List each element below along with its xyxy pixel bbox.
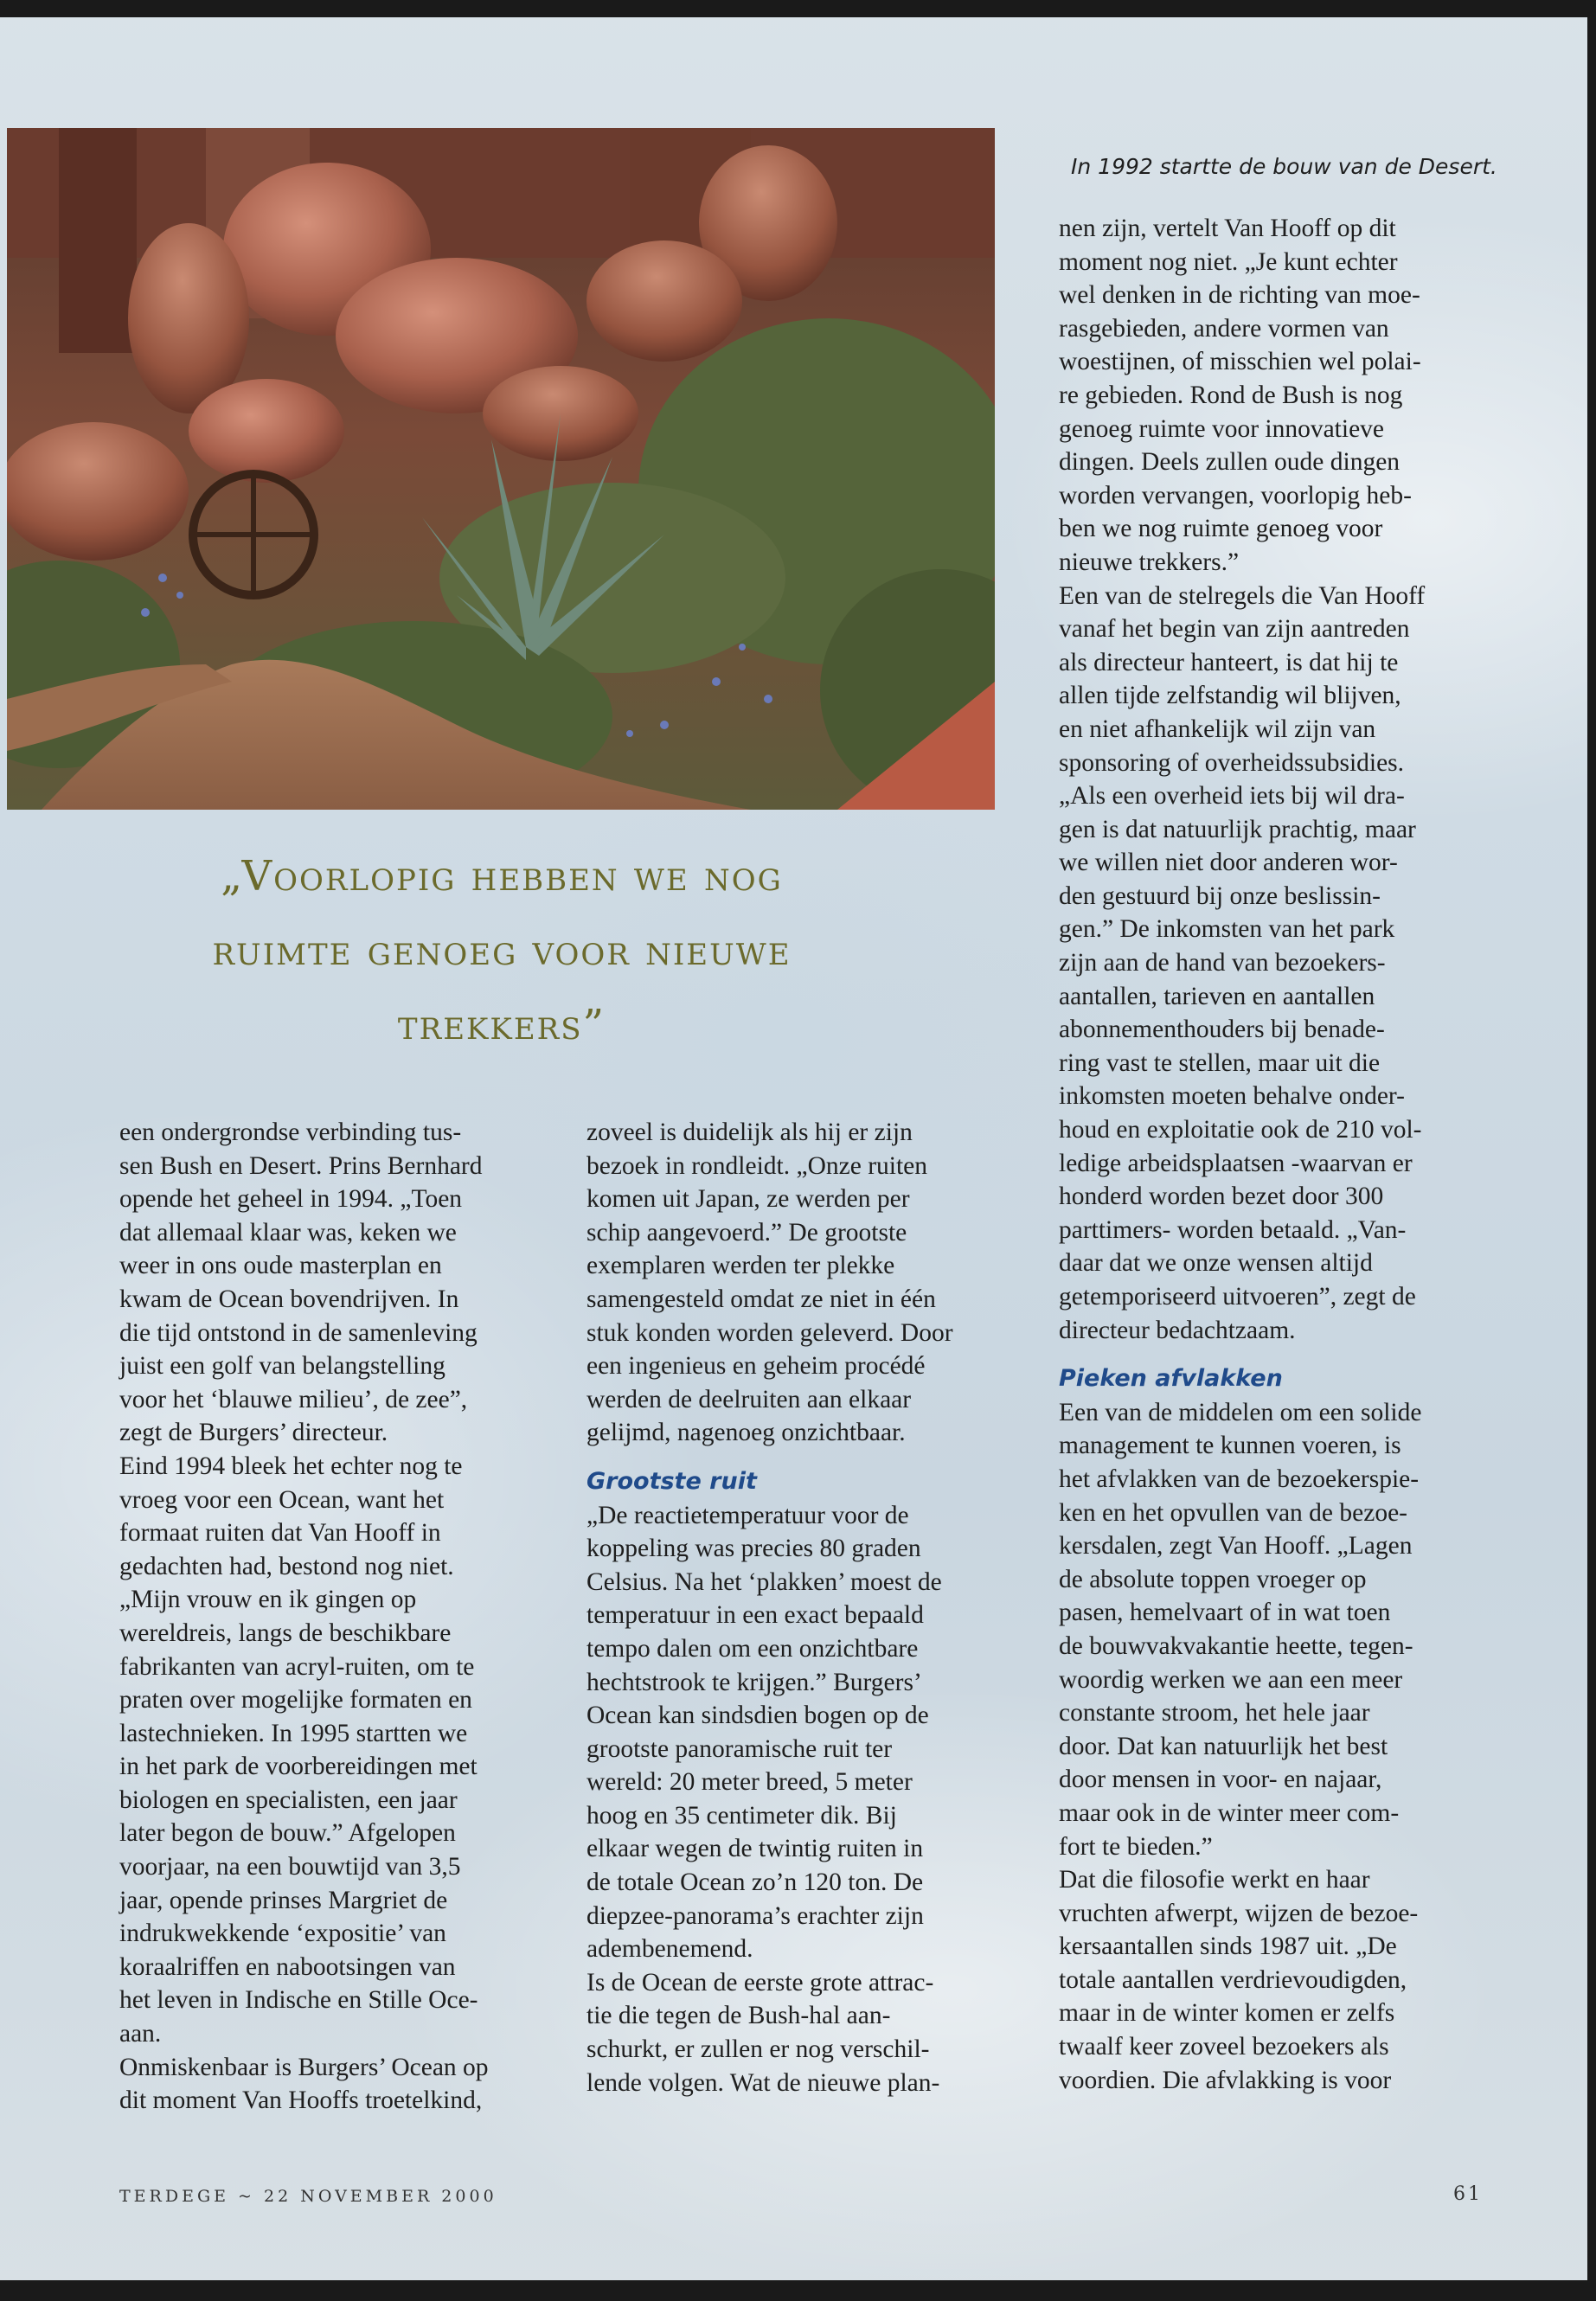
text-line: lende volgen. Wat de nieuwe plan- <box>586 2068 940 2097</box>
text-line: woordig werken we aan een meer <box>1059 1665 1403 1694</box>
text-line: opende het geheel in 1994. „Toen <box>119 1185 463 1214</box>
text-line: we willen niet door anderen wor- <box>1059 849 1398 877</box>
text-line: tempo dalen om een onzichtbare <box>586 1634 919 1663</box>
text-line: hechtstrook te krijgen.” Burgers’ <box>586 1668 922 1696</box>
article-column-2 <box>586 1116 1010 2099</box>
text-line: indrukwekkende ‘expositie’ van <box>119 1920 446 1948</box>
paragraph-gap <box>586 1450 1010 1465</box>
text-line: genoeg ruimte voor innovatieve <box>1059 414 1385 443</box>
text-line: gen is dat natuurlijk prachtig, maar <box>1059 815 1416 843</box>
section-heading: Grootste ruit <box>586 1467 757 1495</box>
text-line: aan. <box>119 2020 162 2048</box>
text-line: gelijmd, nagenoeg onzichtbaar. <box>586 1419 906 1447</box>
footer-publication: TERDEGE ~ 22 NOVEMBER 2000 <box>119 2187 497 2206</box>
text-line: ken en het opvullen van de bezoe- <box>1059 1498 1408 1527</box>
text-line: gen.” De inkomsten van het park <box>1059 915 1395 944</box>
page-number: 61 <box>1453 2183 1483 2205</box>
text-line: wel denken in de richting van moe- <box>1059 281 1420 310</box>
text-line: Eind 1994 bleek het echter nog te <box>119 1452 463 1480</box>
text-line: getemporiseerd uitvoeren”, zegt de <box>1059 1283 1416 1311</box>
text-line: Dat die filosofie werkt en haar <box>1059 1866 1370 1894</box>
text-line: samengesteld omdat ze niet in één <box>586 1285 936 1313</box>
text-line: door. Dat kan natuurlijk het best <box>1059 1732 1388 1760</box>
text-line: grootste panoramische ruit ter <box>586 1734 893 1763</box>
text-line: zoveel is duidelijk als hij er zijn <box>586 1118 913 1146</box>
text-line: wereldreis, langs de beschikbare <box>119 1618 452 1647</box>
text-line: ledige arbeidsplaatsen -waarvan er <box>1059 1149 1413 1177</box>
text-line: jaar, opende prinses Margriet de <box>119 1886 448 1914</box>
rock-wall-column-1 <box>59 128 137 353</box>
text-line: kwam de Ocean bovendrijven. In <box>119 1285 459 1313</box>
text-line: door mensen in voor- en najaar, <box>1059 1766 1382 1794</box>
text-line: re gebieden. Rond de Bush is nog <box>1059 381 1403 409</box>
text-line: formaat ruiten dat Van Hooff in <box>119 1519 441 1548</box>
text-line: wereld: 20 meter breed, 5 meter <box>586 1768 913 1797</box>
text-line: vruchten afwerpt, wijzen de bezoe- <box>1059 1899 1419 1927</box>
pull-quote-line: trekkers” <box>397 1001 606 1049</box>
text-line: „Mijn vrouw en ik gingen op <box>119 1586 417 1614</box>
rock-wall-back <box>7 128 995 258</box>
text-line: Ocean kan sindsdien bogen op de <box>586 1702 929 1730</box>
text-line: weer in ons oude masterplan en <box>119 1252 442 1280</box>
text-line: bezoek in rondleidt. „Onze ruiten <box>586 1151 928 1180</box>
text-line: tie die tegen de Bush-hal aan- <box>586 2002 891 2030</box>
text-line: voorjaar, na een bouwtijd van 3,5 <box>119 1853 461 1881</box>
text-line: dingen. Deels zullen oude dingen <box>1059 448 1401 477</box>
text-line: Een van de middelen om een solide <box>1059 1398 1422 1426</box>
text-line: de absolute toppen vroeger op <box>1059 1565 1367 1593</box>
text-line: biologen en specialisten, een jaar <box>119 1785 458 1814</box>
text-line: koraalriffen en nabootsingen van <box>119 1952 456 1981</box>
text-line: als directeur hanteert, is dat hij te <box>1059 648 1399 676</box>
section-heading: Pieken afvlakken <box>1059 1365 1283 1393</box>
text-line: lastechnieken. In 1995 startten we <box>119 1719 468 1747</box>
text-line: voordien. Die afvlakking is voor <box>1059 2066 1392 2094</box>
text-line: dit moment Van Hooffs troetelkind, <box>119 2086 483 2115</box>
text-line: het afvlakken van de bezoekerspie- <box>1059 1465 1420 1493</box>
text-line: de totale Ocean zo’n 120 ton. De <box>586 1868 924 1897</box>
text-line: elkaar wegen de twintig ruiten in <box>586 1835 924 1863</box>
text-line: nieuwe trekkers.” <box>1059 548 1240 576</box>
pull-quote-line: ruimte genoeg voor nieuwe <box>212 926 792 975</box>
text-line: hoog en 35 centimeter dik. Bij <box>586 1801 897 1830</box>
text-line: daar dat we onze wensen altijd <box>1059 1249 1373 1278</box>
desert-photo <box>7 128 995 810</box>
text-line: sen Bush en Desert. Prins Bernhard <box>119 1151 483 1180</box>
text-line: Celsius. Na het ‘plakken’ moest de <box>586 1567 942 1596</box>
text-line: gedachten had, bestond nog niet. <box>119 1552 454 1580</box>
text-line: later begon de bouw.” Afgelopen <box>119 1819 456 1848</box>
text-line: zijn aan de hand van bezoekers- <box>1059 949 1386 977</box>
text-line: honderd worden bezet door 300 <box>1059 1183 1384 1211</box>
text-line: worden vervangen, voorlopig heb- <box>1059 481 1412 510</box>
text-line: komen uit Japan, ze werden per <box>586 1185 910 1214</box>
text-line: exemplaren werden ter plekke <box>586 1252 895 1280</box>
text-line: diepzee-panorama’s erachter zijn <box>586 1901 924 1930</box>
text-line: schurkt, er zullen er nog verschil- <box>586 2035 930 2064</box>
pull-quote-line: „Voorlopig hebben we nog <box>221 852 783 901</box>
text-line: fort te bieden.” <box>1059 1832 1213 1861</box>
text-line: schip aangevoerd.” De grootste <box>586 1218 907 1247</box>
scan-border-right <box>1587 0 1596 2301</box>
photo-caption: In 1992 startte de bouw van de Desert. <box>1071 154 1497 179</box>
text-line: kersdalen, zegt Van Hooff. „Lagen <box>1059 1532 1413 1561</box>
text-line: Onmiskenbaar is Burgers’ Ocean op <box>119 2053 489 2081</box>
text-line: pasen, hemelvaart of in wat toen <box>1059 1599 1391 1627</box>
text-line: twaalf keer zoveel bezoekers als <box>1059 2033 1389 2061</box>
article-column-3 <box>1059 212 1509 2097</box>
text-line: en niet afhankelijk wil zijn van <box>1059 715 1376 743</box>
text-line: directeur bedachtzaam. <box>1059 1316 1296 1344</box>
text-line: die tijd ontstond in de samenleving <box>119 1318 478 1347</box>
text-line: ben we nog ruimte genoeg voor <box>1059 515 1383 543</box>
text-line: management te kunnen voeren, is <box>1059 1432 1401 1460</box>
pull-quote <box>87 839 917 1062</box>
text-line: voor het ‘blauwe milieu’, de zee”, <box>119 1385 468 1413</box>
text-line: een ingenieus en geheim procédé <box>586 1352 926 1381</box>
text-line: koppeling was precies 80 graden <box>586 1535 921 1563</box>
boulder-lower-left <box>7 422 189 561</box>
text-line: „De reactietemperatuur voor de <box>586 1501 909 1529</box>
text-line: abonnementhouders bij benade- <box>1059 1016 1385 1044</box>
text-line: houd en exploitatie ook de 210 vol- <box>1059 1116 1422 1144</box>
scan-border-top <box>0 0 1596 17</box>
text-line: den gestuurd bij onze beslissin- <box>1059 881 1381 910</box>
text-line: ring vast te stellen, maar uit die <box>1059 1048 1381 1077</box>
text-line: fabrikanten van acryl-ruiten, om te <box>119 1652 475 1681</box>
text-line: een ondergrondse verbinding tus- <box>119 1118 462 1146</box>
text-line: vroeg voor een Ocean, want het <box>119 1485 445 1514</box>
paragraph-gap <box>1059 1347 1509 1362</box>
boulder-top <box>586 240 742 362</box>
text-line: juist een golf van belangstelling <box>119 1352 445 1381</box>
article-column-1 <box>119 1116 543 2118</box>
text-line: dat allemaal klaar was, keken we <box>119 1218 457 1247</box>
text-line: stuk konden worden geleverd. Door <box>586 1318 953 1347</box>
boulder-mid <box>189 379 344 483</box>
text-line: in het park de voorbereidingen met <box>119 1753 478 1781</box>
text-line: maar in de winter komen er zelfs <box>1059 1999 1395 2028</box>
text-line: moment nog niet. „Je kunt echter <box>1059 247 1398 276</box>
scan-border-bottom <box>0 2280 1596 2301</box>
text-line: sponsoring of overheidssubsidies. <box>1059 748 1405 777</box>
text-line: parttimers- worden betaald. „Van- <box>1059 1215 1407 1244</box>
text-line: kersaantallen sinds 1987 uit. „De <box>1059 1932 1397 1961</box>
text-line: aantallen, tarieven en aantallen <box>1059 982 1375 1010</box>
text-line: „Als een overheid iets bij wil dra- <box>1059 782 1405 811</box>
text-line: constante stroom, het hele jaar <box>1059 1699 1370 1727</box>
text-line: temperatuur in een exact bepaald <box>586 1601 924 1630</box>
text-line: woestijnen, of misschien wel polai- <box>1059 348 1421 376</box>
text-line: adembenemend. <box>586 1935 753 1964</box>
text-line: rasgebieden, andere vormen van <box>1059 314 1389 343</box>
text-line: zegt de Burgers’ directeur. <box>119 1419 388 1447</box>
text-line: inkomsten moeten behalve onder- <box>1059 1082 1405 1111</box>
text-line: allen tijde zelfstandig wil blijven, <box>1059 682 1401 710</box>
text-line: nen zijn, vertelt Van Hooff op dit <box>1059 215 1396 242</box>
text-line: praten over mogelijke formaten en <box>119 1686 472 1715</box>
text-line: totale aantallen verdrievoudigden, <box>1059 1965 1407 1994</box>
text-line: de bouwvakvakantie heette, tegen- <box>1059 1631 1413 1660</box>
text-line: vanaf het begin van zijn aantreden <box>1059 615 1410 644</box>
text-line: werden de deelruiten aan elkaar <box>586 1385 912 1413</box>
text-line: het leven in Indische en Stille Oce- <box>119 1986 478 2015</box>
text-line: Is de Ocean de eerste grote attrac- <box>586 1968 934 1997</box>
text-line: Een van de stelregels die Van Hooff <box>1059 581 1426 610</box>
text-line: maar ook in de winter meer com- <box>1059 1798 1400 1827</box>
